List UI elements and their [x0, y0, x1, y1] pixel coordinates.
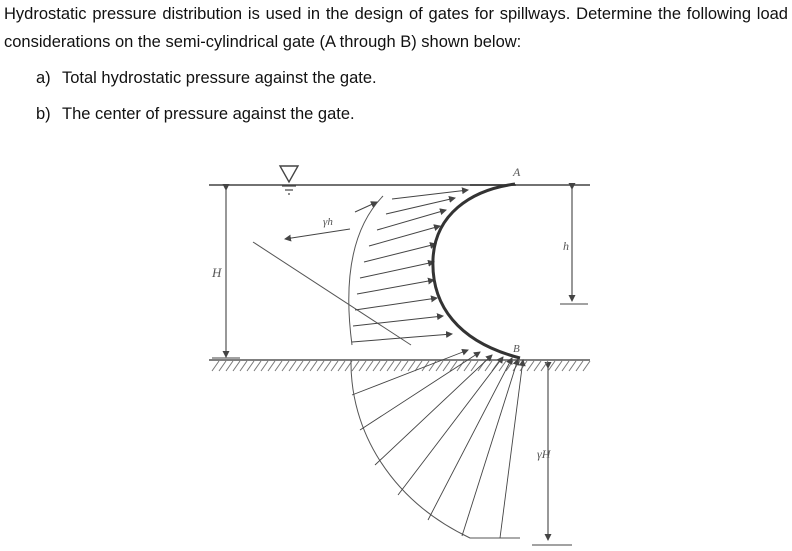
- pressure-arrow: [357, 280, 434, 294]
- hatch-stroke: [520, 361, 527, 371]
- hatch-stroke: [352, 361, 359, 371]
- pressure-arrow: [392, 190, 468, 199]
- hatch-stroke: [212, 361, 219, 371]
- hatch-stroke: [583, 361, 590, 371]
- pressure-ray: [352, 350, 468, 395]
- hatch-stroke: [226, 361, 233, 371]
- pressure-ray: [500, 360, 523, 538]
- hatch-stroke: [485, 361, 492, 371]
- hatch-stroke: [499, 361, 506, 371]
- pressure-arrow: [355, 298, 437, 310]
- hatch-stroke: [261, 361, 268, 371]
- upper-pressure-distribution: [253, 190, 468, 345]
- hatch-stroke: [359, 361, 366, 371]
- label-gamma-H: γH: [537, 447, 551, 461]
- hatch-stroke: [310, 361, 317, 371]
- hatch-stroke: [443, 361, 450, 371]
- pressure-arrow: [353, 316, 443, 326]
- hatch-stroke: [408, 361, 415, 371]
- question-text-b: The center of pressure against the gate.: [62, 105, 355, 123]
- hatch-stroke: [541, 361, 548, 371]
- hatch-stroke: [394, 361, 401, 371]
- ground-hatching: [209, 360, 590, 371]
- hatch-stroke: [240, 361, 247, 371]
- hatch-stroke: [303, 361, 310, 371]
- label-H: H: [212, 265, 222, 280]
- hatch-stroke: [289, 361, 296, 371]
- label-gamma-h: γh: [323, 216, 333, 228]
- water-surface-icon: [280, 166, 298, 194]
- hatch-stroke: [436, 361, 443, 371]
- hatch-stroke: [331, 361, 338, 371]
- hatch-stroke: [275, 361, 282, 371]
- hatch-stroke: [317, 361, 324, 371]
- hatch-stroke: [247, 361, 254, 371]
- hatch-stroke: [576, 361, 583, 371]
- hatch-stroke: [380, 361, 387, 371]
- hatch-stroke: [282, 361, 289, 371]
- hatch-stroke: [387, 361, 394, 371]
- hatch-stroke: [401, 361, 408, 371]
- hatch-stroke: [338, 361, 345, 371]
- question-marker-b: b): [36, 105, 51, 123]
- question-marker-a: a): [36, 69, 51, 87]
- hatch-stroke: [324, 361, 331, 371]
- pressure-arrow: [360, 262, 434, 278]
- label-h: h: [563, 239, 569, 253]
- pressure-ray: [398, 357, 503, 495]
- hatch-stroke: [562, 361, 569, 371]
- question-list: [4, 60, 788, 132]
- question-item-a: [4, 60, 788, 96]
- pressure-ray: [462, 359, 518, 536]
- hatch-stroke: [373, 361, 380, 371]
- hatch-stroke: [569, 361, 576, 371]
- gate-pressure-diagram: [0, 150, 792, 550]
- hatch-stroke: [219, 361, 226, 371]
- hatch-stroke: [268, 361, 275, 371]
- hatch-stroke: [464, 361, 471, 371]
- label-B: B: [513, 343, 520, 355]
- problem-statement: [4, 0, 788, 132]
- pressure-arrow: [364, 244, 436, 262]
- hatch-stroke: [527, 361, 534, 371]
- problem-intro: Hydrostatic pressure distribution is used in the design of gates for spillways. Determine the following load considerations on the semi-cylindrical gate (A through B) shown below:: [4, 5, 788, 51]
- label-A: A: [513, 165, 521, 179]
- hatch-stroke: [555, 361, 562, 371]
- pressure-arrow: [386, 198, 455, 214]
- hatch-stroke: [534, 361, 541, 371]
- hatch-stroke: [366, 361, 373, 371]
- hatch-stroke: [233, 361, 240, 371]
- pressure-arrow: [352, 334, 452, 342]
- lower-pressure-distribution: [351, 350, 523, 538]
- hatch-stroke: [548, 361, 555, 371]
- hatch-stroke: [296, 361, 303, 371]
- hatch-stroke: [254, 361, 261, 371]
- question-text-a: Total hydrostatic pressure against the gate.: [62, 69, 377, 87]
- question-item-b: [4, 96, 788, 132]
